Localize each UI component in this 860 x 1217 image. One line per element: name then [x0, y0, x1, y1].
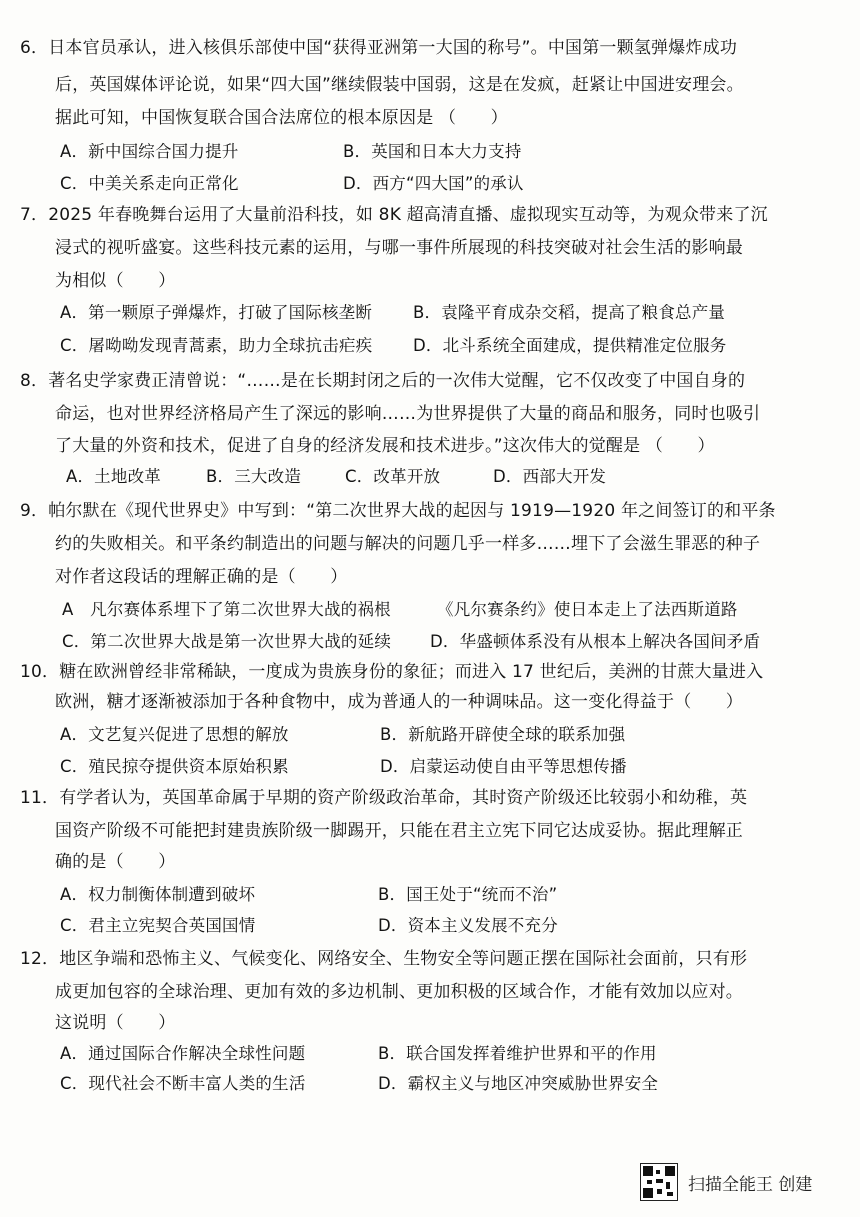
question-8-line-1: 8．著名史学家费正清曾说：“……是在长期封闭之后的一次伟大觉醒，它不仅改变了中国自身的 [20, 371, 746, 391]
question-6-option-b: B．英国和日本大力支持 [343, 142, 522, 161]
question-10-option-b: B．新航路开辟使全球的联系加强 [380, 725, 626, 744]
question-7-option-d: D．北斗系统全面建成，提供精准定位服务 [413, 336, 727, 355]
scanner-label: 扫描全能王 创建 [688, 1174, 813, 1195]
question-10-option-d: D．启蒙运动使自由平等思想传播 [380, 757, 627, 776]
question-10-line-1: 10．糖在欧洲曾经非常稀缺，一度成为贵族身份的象征；而进入 17 世纪后，美洲的甘蔗大量进入 [20, 662, 764, 682]
question-6-line-1: 6．日本官员承认，进入核俱乐部使中国“获得亚洲第一大国的称号”。中国第一颗氢弹爆炸成功 [20, 38, 738, 58]
question-12-line-1: 12．地区争端和恐怖主义、气候变化、网络安全、生物安全等问题正摆在国际社会面前，只有形 [20, 949, 748, 969]
question-7-line-1: 7．2025 年春晚舞台运用了大量前沿科技，如 8K 超高清直播、虚拟现实互动等，为观众带来了沉 [20, 205, 768, 225]
question-9-option-b: 《凡尔赛条约》使日本走上了法西斯道路 [437, 600, 738, 619]
question-8-line-3: 了大量的外资和技术，促进了自身的经济发展和技术进步。”这次伟大的觉醒是 （ ） [55, 436, 715, 456]
question-8-option-c: C．改革开放 [345, 467, 441, 486]
question-8-option-b: B．三大改造 [206, 467, 302, 486]
question-7-option-b: B．袁隆平育成杂交稻，提高了粮食总产量 [413, 303, 726, 322]
question-11-option-c: C．君主立宪契合英国国情 [60, 916, 256, 935]
question-9-option-c: C．第二次世界大战是第一次世界大战的延续 [62, 632, 392, 651]
question-12-line-2: 成更加包容的全球治理、更加有效的多边机制、更加积极的区域合作，才能有效加以应对。 [55, 982, 743, 1002]
question-11-line-2: 国资产阶级不可能把封建贵族阶级一脚踢开，只能在君主立宪下同它达成妥协。据此理解正 [55, 821, 743, 841]
question-6-option-a: A．新中国综合国力提升 [60, 142, 239, 161]
question-12-line-3: 这说明（ ） [55, 1013, 176, 1033]
question-6-option-c: C．中美关系走向正常化 [60, 174, 239, 193]
question-10-option-a: A．文艺复兴促进了思想的解放 [60, 725, 289, 744]
question-11-line-1: 11．有学者认为，英国革命属于早期的资产阶级政治革命，其时资产阶级还比较弱小和幼稚，英 [20, 788, 748, 808]
question-10-line-2: 欧洲，糖才逐渐被添加于各种食物中，成为普通人的一种调味品。这一变化得益于（ ） [55, 692, 743, 712]
question-8-option-a: A．土地改革 [66, 467, 161, 486]
question-10-option-c: C．殖民掠夺提供资本原始积累 [60, 757, 289, 776]
question-9-line-1: 9．帕尔默在《现代世界史》中写到：“第二次世界大战的起因与 1919—1920 年之间签订的和平条 [20, 501, 776, 521]
question-9-option-d: D．华盛顿体系没有从根本上解决各国间矛盾 [430, 632, 761, 651]
question-6-line-3: 据此可知，中国恢复联合国合法席位的根本原因是 （ ） [55, 108, 508, 128]
question-9-line-3: 对作者这段话的理解正确的是（ ） [55, 567, 348, 587]
question-9-option-a: A 凡尔赛体系埋下了第二次世界大战的祸根 [62, 600, 391, 619]
question-11-option-b: B．国王处于“统而不治” [378, 885, 558, 904]
question-12-option-c: C．现代社会不断丰富人类的生活 [60, 1074, 306, 1093]
question-7-line-2: 浸式的视听盛宴。这些科技元素的运用，与哪一事件所展现的科技突破对社会生活的影响最 [55, 238, 743, 258]
question-12-option-a: A．通过国际合作解决全球性问题 [60, 1044, 306, 1063]
qr-code-icon [640, 1163, 678, 1201]
question-11-option-a: A．权力制衡体制遭到破坏 [60, 885, 256, 904]
question-9-line-2: 约的失败相关。和平条约制造出的问题与解决的问题几乎一样多……埋下了会滋生罪恶的种子 [55, 534, 761, 554]
question-7-option-c: C．屠呦呦发现青蒿素，助力全球抗击疟疾 [60, 336, 373, 355]
question-7-line-3: 为相似（ ） [55, 271, 176, 291]
question-12-option-b: B．联合国发挥着维护世界和平的作用 [378, 1044, 657, 1063]
question-6-option-d: D．西方“四大国”的承认 [343, 174, 524, 193]
question-6-line-2: 后，英国媒体评论说，如果“四大国”继续假装中国弱，这是在发疯，赶紧让中国进安理会。 [55, 75, 744, 95]
question-11-line-3: 确的是（ ） [55, 852, 176, 872]
question-8-option-d: D．西部大开发 [493, 467, 607, 486]
question-7-option-a: A．第一颗原子弹爆炸，打破了国际核垄断 [60, 303, 373, 322]
scanner-watermark [640, 1163, 840, 1201]
question-12-option-d: D．霸权主义与地区冲突威胁世界安全 [378, 1074, 659, 1093]
question-11-option-d: D．资本主义发展不充分 [378, 916, 558, 935]
question-8-line-2: 命运，也对世界经济格局产生了深远的影响……为世界提供了大量的商品和服务，同时也吸引 [55, 404, 761, 424]
